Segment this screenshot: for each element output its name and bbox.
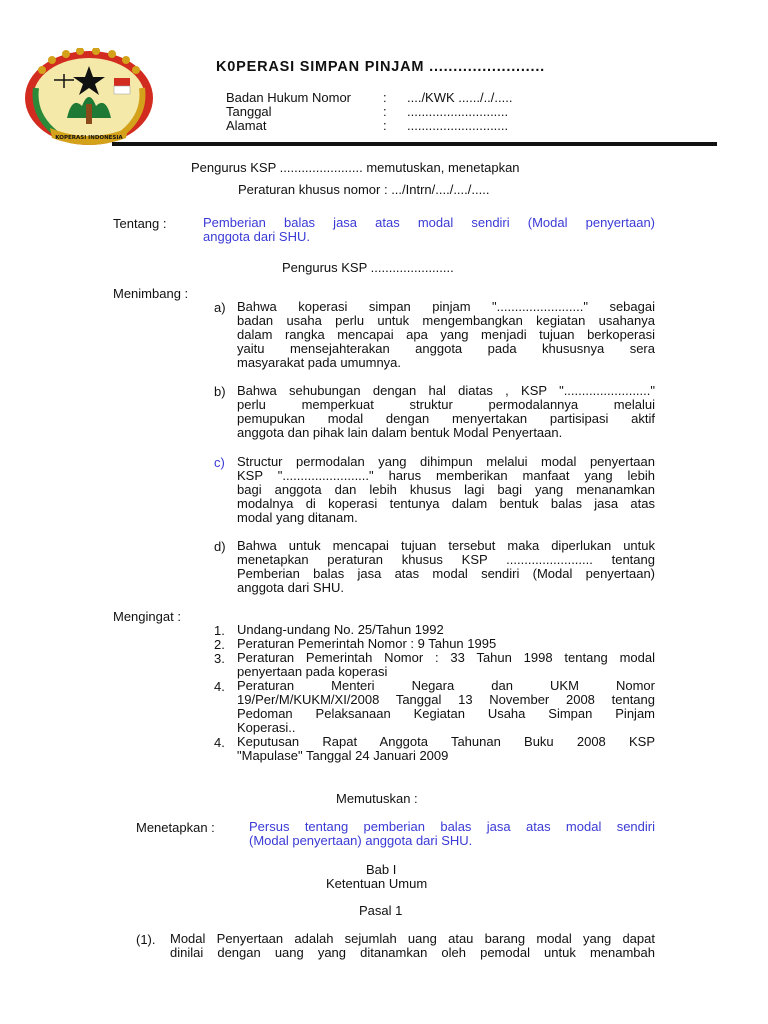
header-label: Alamat (226, 118, 267, 133)
header-value: ............................ (407, 104, 509, 119)
header-value: ............................ (407, 118, 509, 133)
mengingat-item (237, 623, 655, 637)
menimbang-item-d (237, 539, 655, 595)
tentang-label: Tentang : (113, 216, 167, 231)
paragraph-line: masyarakat pada umumnya. (237, 355, 402, 370)
menimbang-mark: c) (214, 455, 225, 470)
paragraph-line: Bahwa sehubungan dengan hal diatas , KSP "........................" (237, 383, 655, 398)
pengurus-line: Pengurus KSP ....................... (282, 260, 454, 275)
menimbang-item-b (237, 384, 655, 440)
paragraph-line: penyertaan pada koperasi (237, 664, 388, 679)
header-label: Badan Hukum Nomor (226, 90, 351, 105)
header-label: Tanggal (226, 104, 272, 119)
document-title: K0PERASI SIMPAN PINJAM ........................ (216, 59, 545, 75)
mengingat-number: 2. (214, 637, 225, 652)
intro-line-2: Peraturan khusus nomor : .../Intrn/..../..../..... (238, 182, 490, 197)
mengingat-number: 3. (214, 651, 225, 666)
paragraph-line: Pemberian balas jasa atas modal sendiri (Modal penyertaan) (237, 566, 655, 581)
paragraph-line: pemupukan modal dengan menyertakan partisipasi aktif (237, 411, 655, 426)
menimbang-item-a (237, 300, 655, 370)
paragraph-line: perlu memperkuat struktur permodalannya melalui (237, 397, 655, 412)
paragraph-line: (Modal penyertaan) anggota dari SHU. (249, 833, 473, 848)
header-colon: : (383, 104, 387, 119)
paragraph-line: 19/Per/M/KUKM/XI/2008 Tanggal 13 November 2008 tentang (237, 692, 655, 707)
menetapkan-text (249, 820, 655, 848)
paragraph-line: Pedoman Pelaksanaan Kegiatan Usaha Simpan Pinjam (237, 706, 655, 721)
paragraph-line: anggota dan pihak lain dalam bentuk Modal Penyertaan. (237, 425, 563, 440)
menimbang-item-c (237, 455, 655, 525)
menimbang-mark: d) (214, 539, 226, 554)
paragraph-line: Undang-undang No. 25/Tahun 1992 (237, 622, 444, 637)
paragraph-line: KSP "........................" harus memberikan manfaat yang lebih (237, 468, 655, 483)
paragraph-line: Modal Penyertaan adalah sejumlah uang atau barang modal yang dapat (170, 931, 655, 946)
tentang-line: anggota dari SHU. (203, 229, 310, 244)
memutuskan-heading: Memutuskan : (336, 791, 418, 806)
paragraph-line: badan usaha perlu untuk mengembangkan kegiatan usahanya (237, 313, 655, 328)
paragraph-line: modalnya di koperasi tentunya dalam bentuk balas jasa atas (237, 496, 655, 511)
pasal-heading: Pasal 1 (359, 903, 403, 918)
mengingat-item (237, 637, 655, 651)
paragraph-line: "Mapulase" Tanggal 24 Januari 2009 (237, 748, 449, 763)
paragraph-line: Peraturan Pemerintah Nomor : 9 Tahun 1995 (237, 636, 497, 651)
paragraph-line: dalam rangka mencapai apa yang menjadi tujuan berkoperasi (237, 327, 655, 342)
mengingat-number: 1. (214, 623, 225, 638)
paragraph-line: Koperasi.. (237, 720, 296, 735)
menimbang-mark: a) (214, 300, 226, 315)
paragraph-line: Keputusan Rapat Anggota Tahunan Buku 2008 KSP (237, 734, 655, 749)
paragraph-line: Peraturan Menteri Negara dan UKM Nomor (237, 678, 655, 693)
paragraph-line: modal yang ditanam. (237, 510, 358, 525)
paragraph-line: bagi anggota dan lebih khusus lagi bagi yang menanamkan (237, 482, 655, 497)
mengingat-item (237, 679, 655, 735)
mengingat-item (237, 651, 655, 679)
paragraph-line: Peraturan Pemerintah Nomor : 33 Tahun 1998 tentang modal (237, 650, 655, 665)
mengingat-number: 4. (214, 735, 225, 750)
pasal-item (170, 932, 655, 960)
pasal-item-number: (1). (136, 932, 156, 947)
paragraph-line: Bahwa untuk mencapai tujuan tersebut maka diperlukan untuk (237, 538, 655, 553)
menimbang-label: Menimbang : (113, 286, 189, 301)
mengingat-item (237, 735, 655, 763)
paragraph-line: Structur permodalan yang dihimpun melalui modal penyertaan (237, 454, 655, 469)
header-value: ..../KWK ....../../..... (407, 90, 513, 105)
mengingat-label: Mengingat : (113, 609, 181, 624)
paragraph-line: menetapkan peraturan khusus KSP ........................ tentang (237, 552, 655, 567)
header-divider (112, 142, 717, 146)
header-colon: : (383, 118, 387, 133)
bab-subtitle: Ketentuan Umum (326, 876, 428, 891)
koperasi-logo (22, 48, 156, 148)
paragraph-line: yaitu mensejahterakan anggota pada khususnya sera (237, 341, 655, 356)
paragraph-line: dinilai dengan uang yang ditanamkan oleh pemodal untuk menambah (170, 945, 655, 960)
header-colon: : (383, 90, 387, 105)
paragraph-line: anggota dari SHU. (237, 580, 344, 595)
menimbang-mark: b) (214, 384, 226, 399)
paragraph-line: Persus tentang pemberian balas jasa atas modal sendiri (249, 819, 655, 834)
menetapkan-label: Menetapkan : (136, 820, 215, 835)
koperasi-emblem-icon (22, 48, 156, 148)
tentang-line: Pemberian balas jasa atas modal sendiri (Modal penyertaan) (203, 215, 655, 230)
tentang-text (203, 216, 655, 244)
bab-title: Bab I (366, 862, 397, 877)
mengingat-number: 4. (214, 679, 225, 694)
paragraph-line: Bahwa koperasi simpan pinjam "........................" sebagai (237, 299, 655, 314)
intro-line-1: Pengurus KSP ....................... memutuskan, menetapkan (191, 160, 520, 175)
svg-text:KOPERASI INDONESIA: KOPERASI INDONESIA (55, 135, 123, 141)
